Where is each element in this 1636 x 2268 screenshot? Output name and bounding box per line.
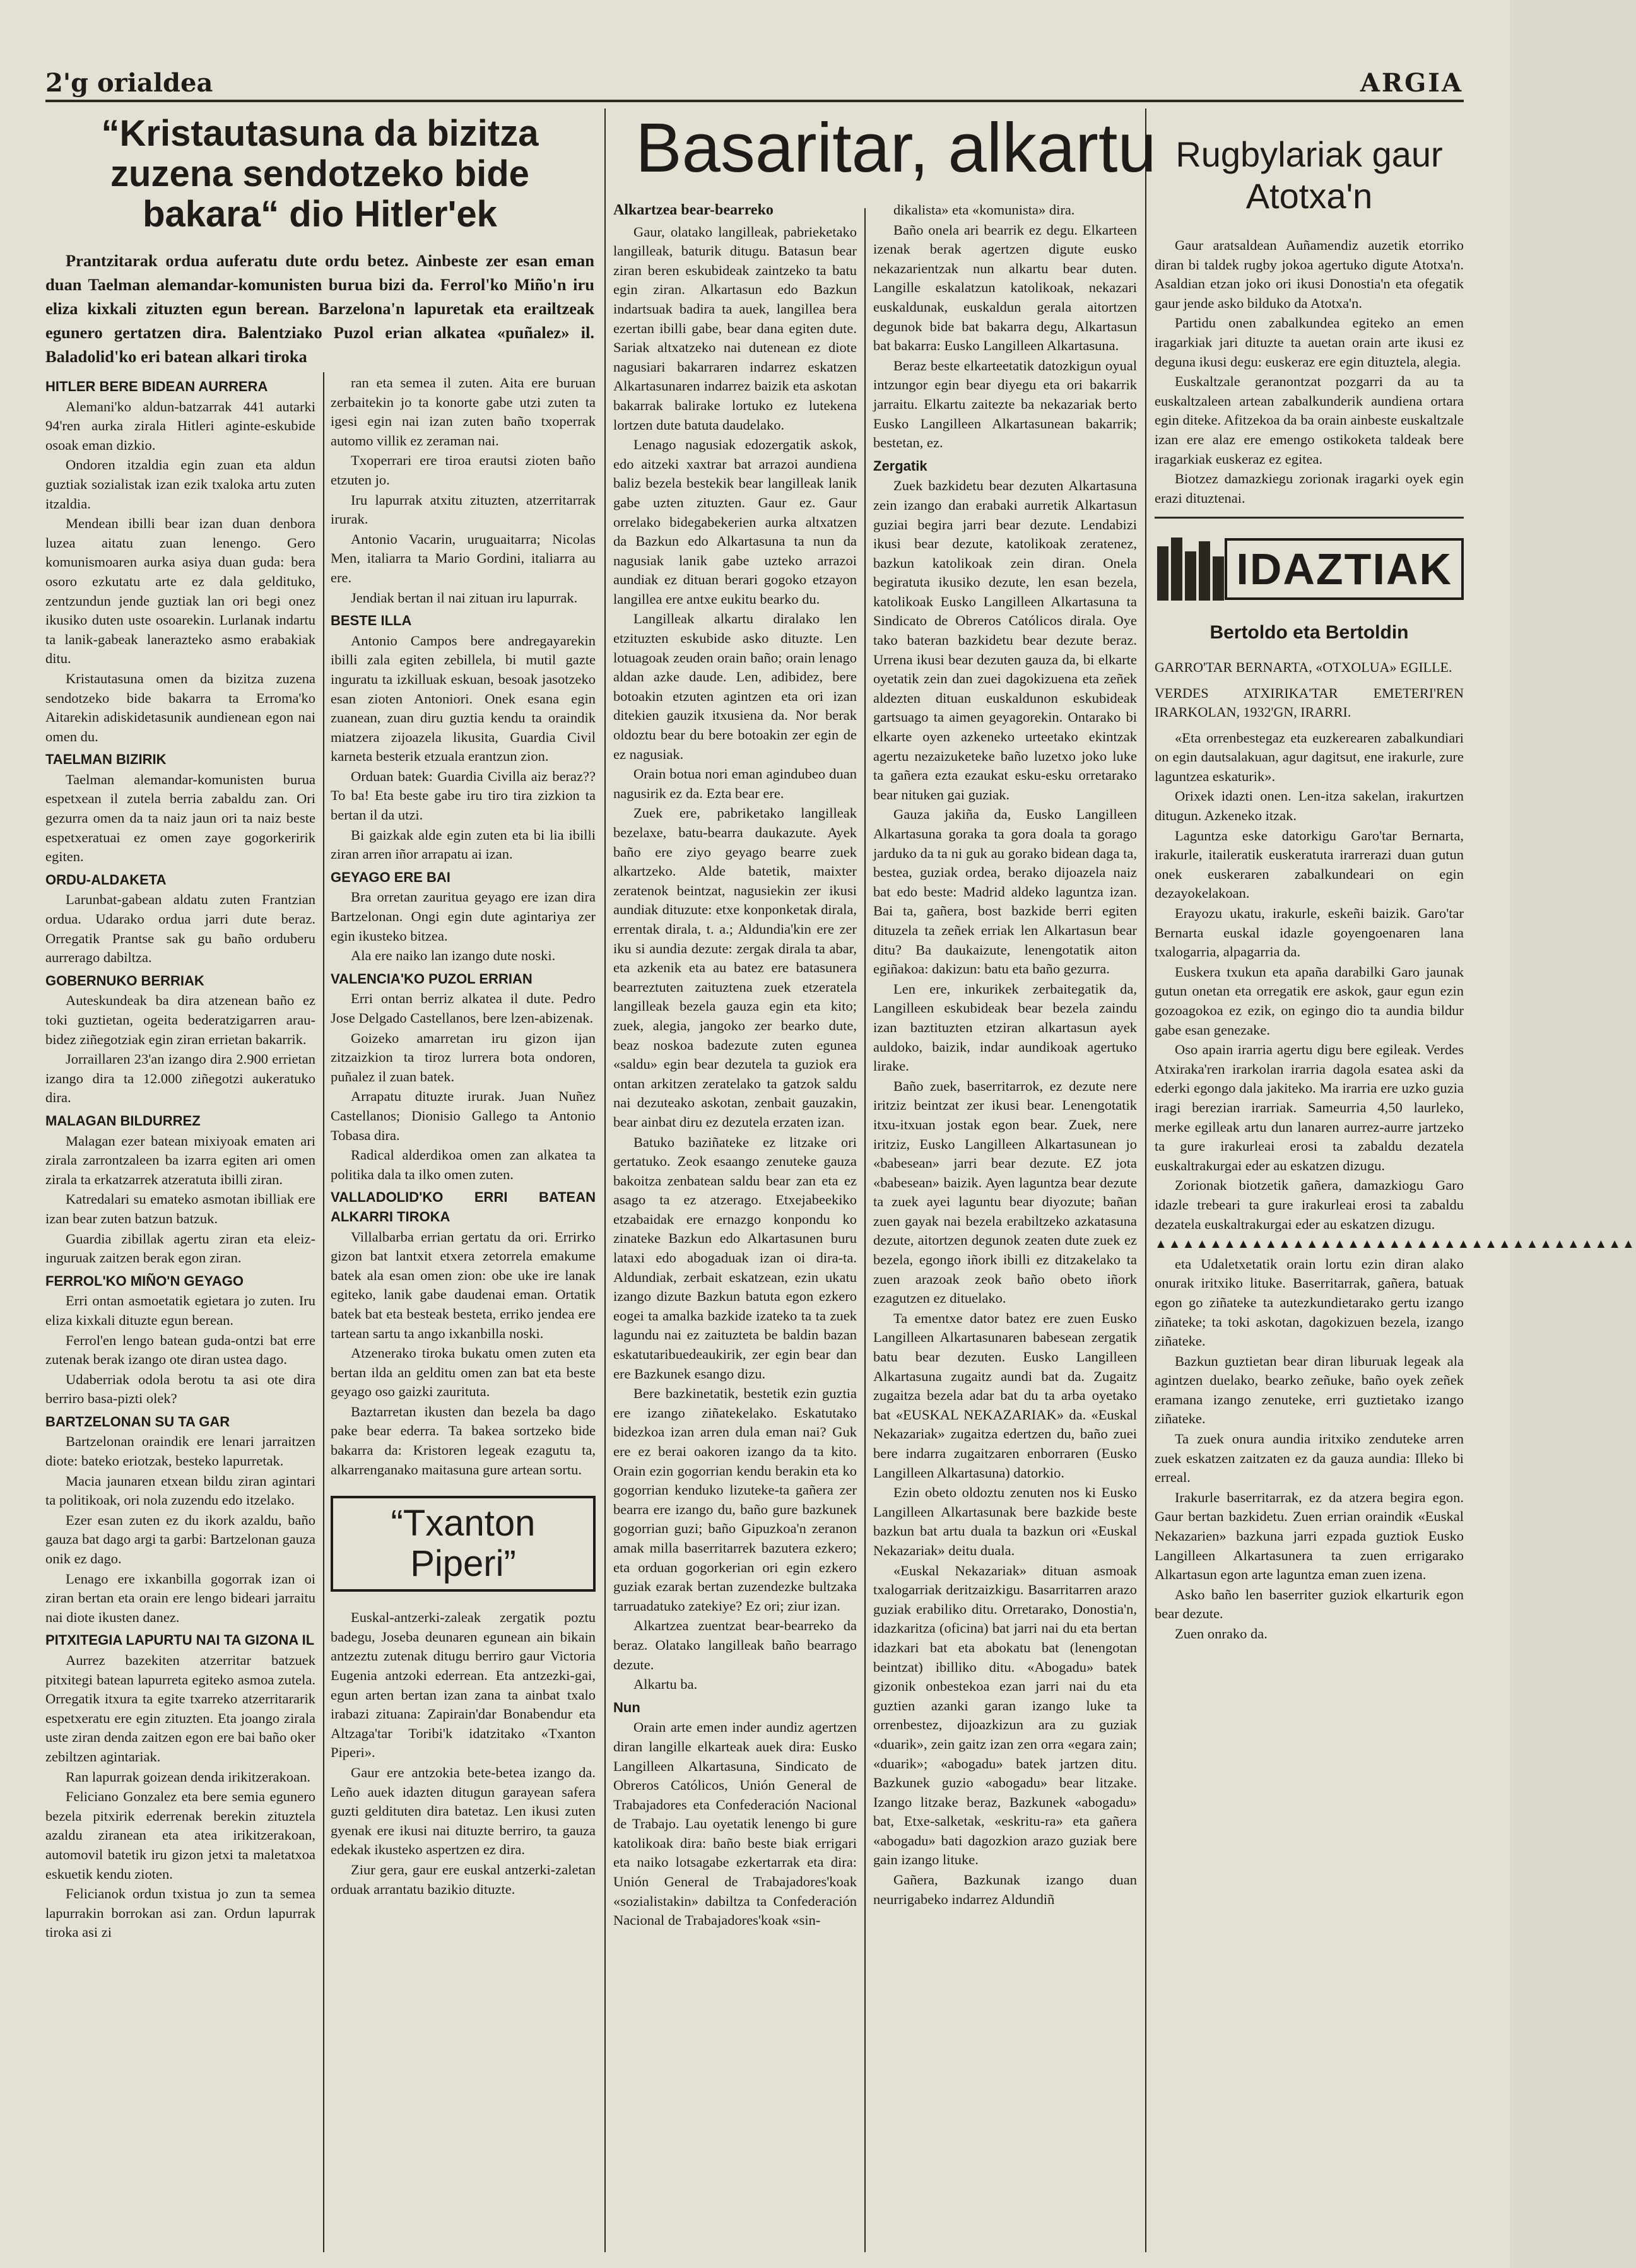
book-author: GARRO'TAR BERNARTA, «OTXOLUA» EGILLE. — [1155, 659, 1452, 675]
article-paragraph: Guardia zibillak agertu ziran eta eleiz-inguruak zaitzen berak egon ziran. — [45, 1230, 315, 1266]
article-paragraph: Oso apain irarria agertu digu bere egileak. Verdes Atxiraka'ren irarkolan irarria dagola esatea aski da ederki egongo dala jakiteko. Ma irarria ere uzko guzia iragi berezian irarriak. Sameurria 4,50 laurleko, merke egilleak artu dun lanaren aurrez-aurre jartzeko ta gure irakurleai erosi ta zabaldu dezatela euskaltrakurgai eder au eskatzen dizugu. — [1155, 1042, 1464, 1173]
rugby-body — [1155, 236, 1464, 508]
article-paragraph: Baño onela ari bearrik ez degu. Elkarteen izenak berak agertzen digute eusko nekazarientzak nun alkartu bear duten. Langille eskalatzun katolikoak, nekazari euskaldunak, euskaldun gerala aitortzen degunok bide bat bakarra degu, Alkartasun bat bakarra: Eusko Langilleen Alkartasuna. — [873, 221, 1137, 354]
article-paragraph: Euskal-antzerki-zaleak zergatik poztu badegu, Joseba deunaren egunean ain bikain antzeztu zutenak ditugu berriro gaur Victoria Eugenia antzoki ederrean. Eta antzezki-gai, egun arten bertan izan zana ta ainbat txalo irabazi zituana: Zapirain'dar Bonabendur eta Altzaga'tar Toribi'k idatzitako «Txanton Piperi». — [331, 1609, 596, 1761]
article-paragraph: Gañera, Bazkunak izango duan neurrigabeko indarrez Aldundiñ — [873, 1872, 1137, 1907]
article-paragraph: Iru lapurrak atxitu zituzten, atzerritarrak irurak. — [331, 491, 596, 527]
book-title: Bertoldo eta Bertoldin — [1209, 622, 1409, 643]
article-paragraph: Kristautasuna omen da bizitza zuzena sendotzeko bide bakarra ta Erroma'ko Aitarekin adiskidetasunik aundienean egon nai omen du. — [45, 670, 315, 744]
article-paragraph: Lenago ere ixkanbilla gogorrak izan oi ziran bertan eta orain ere lengo bideari jarraitu nai diote ikusten danez. — [45, 1570, 315, 1625]
article-paragraph: Partidu onen zabalkundea egiteko an emen iragarkiak jari dituzte ta auetan orain arte ikusi ez deguna ikusi degu: euskeraz ere egin dituztela, alegia. — [1155, 315, 1464, 370]
article-paragraph: Ran lapurrak goizean denda irikitzerakoan. — [66, 1768, 310, 1785]
article-paragraph: dikalista» eta «komunista» dira. — [893, 202, 1075, 218]
article-paragraph: Bra orretan zauritua geyago ere izan dira Bartzelonan. Ongi egin dute agintariya zer egin ikusteko bitzea. — [331, 889, 596, 944]
books-icon — [1155, 538, 1225, 601]
article-paragraph: Erri ontan berriz alkatea il dute. Pedro Jose Delgado Castellanos, bere lzen-abizenak. — [331, 990, 596, 1026]
section-subheading: BARTZELONAN SU TA GAR — [45, 1413, 230, 1430]
article-paragraph: Ziur gera, gaur ere euskal antzerki-zaletan orduak arrantatu bazikio dituzte. — [331, 1861, 596, 1897]
lead-column-1 — [45, 373, 315, 2247]
section-subheading: FERROL'KO MIÑO'N GEYAGO — [45, 1272, 244, 1289]
page-number: 2'g orialdea — [45, 68, 213, 98]
article-paragraph: Asko baño len baserriter guziok elkarturik egon bear dezute. — [1155, 1586, 1464, 1622]
article-paragraph: Radical alderdikoa omen zan alkatea ta politika dala ta ilko omen zuten. — [331, 1147, 596, 1182]
article-paragraph: Ezer esan zuten ez du ikork azaldu, baño gauza bat dago argi ta garbi: Bartzelonan gauza onik ez dago. — [45, 1512, 315, 1567]
article-paragraph: eta Udaletxetatik orain lortu ezin diran alako onurak iritxiko lituke. Baserritarrak, gañera, batuak egon go ziñateke ta autezkundietarako gertu izango ziñateke; ta toki askotan, dagokizuen bezela, izango ziñateke. — [1155, 1255, 1464, 1349]
article-paragraph: Orixek idazti onen. Len-itza sakelan, irakurtzen ditugun. Azkeneko itzak. — [1155, 788, 1464, 824]
article-paragraph: Malagan ezer batean mixiyoak ematen ari zirala zarrontzaleen ba izarra egiten ari omen zirala ta erkatzarrek atzeratuta ibilli ziran. — [45, 1132, 315, 1187]
section-subheading: MALAGAN BILDURREZ — [45, 1112, 201, 1129]
idaztiak-title: IDAZTIAK — [1225, 538, 1464, 600]
article-paragraph: Erri ontan asmoetatik egietara jo zuten. Iru eliza kixkali dituzte egun berean. — [45, 1293, 315, 1328]
article-paragraph: Gaur ere antzokia bete-betea izango da. Leño auek idazten ditugun garayean safera guzti geldituten dira batetaz. Len ikusi zuten gyenak ere ikusi nai dituzte berriro, ta gauza edekak ikusteko aspertzen ez dira. — [331, 1765, 596, 1858]
lead-article-header — [45, 114, 594, 377]
section-subheading: Zergatik — [873, 457, 927, 474]
txanton-headline: “Txanton Piperi” — [331, 1496, 596, 1592]
section-subheading: HITLER BERE BIDEAN AURRERA — [45, 379, 268, 394]
lead-column-2 — [331, 373, 596, 2247]
article-paragraph: Goizeko amarretan iru gizon ijan zitzaizkion ta tiroz lurrera bota ondoren, puñalez il zuan batek. — [331, 1030, 596, 1084]
section-subheading: ORDU-ALDAKETA — [45, 871, 167, 888]
article-paragraph: Atzenerako tiroka bukatu omen zuten eta bertan ilda an gelditu omen zan bat eta beste geyago oso gaizki zaurituta. — [331, 1345, 596, 1400]
section-subheading: GOBERNUKO BERRIAK — [45, 972, 204, 989]
section-subheading: BESTE ILLA — [331, 613, 412, 629]
article-paragraph: Baño zuek, baserritarrok, ez dezute nere iritziz beintzat zer ikusi bear. Lenengotatik itxu-itxuan jostak egon bear. Zuek, nere iritziz, Eusko Langilleen Alkartasunean jo «babesean» jarri bear dezute. EZ jota «babesean» baizik. Ayen laguntza bear dezute ta zuek ayei laguntu bear diyozute; bañan zuen gayak nai bezela erabiltzeko azkatasuna dezute, aitortzen degunok zeaten dute zuek ez bezela, egongo iñork ibilli ez ditzakelako ta zuen arazoak zeok baño obeto iñork ezagutzen ez dituelako. — [873, 1078, 1137, 1307]
article-paragraph: Irakurle baserritarrak, ez da atzera begira egon. Gaur bertan bazkidetu. Zuen errian oraindik «Euskal Nekazarien» bazkuna jarri ezpada guztiok Eusko Langilleen Alkartasunera ta zuen errigarako Alkartasun egon arte laguntza eman zuen izena. — [1155, 1489, 1464, 1583]
article-paragraph: Villalbarba errian gertatu da ori. Errirko gizon bat lantxit etxera zetorrela emakume batek ala esan omen zion: obe uke ire lanak egiteko, lanik gabe daudenai eman. Ortatik batek bat eta besteak besteta, erriko jendea ere tartean sartu ta ango ixkanbilla noski. — [331, 1228, 596, 1341]
article-paragraph: Aurrez bazekiten atzerritar batzuek pitxitegi batean lapurreta egiteko asmoa zutela. Orregatik itxura ta egite txarreko atzerritararik espetxeratu ere egin zituzten. Eta joango zirala uste ziran denda zaitzen egon ere bai baño oker zebiltzen agintariak. — [45, 1652, 315, 1765]
section-separator — [1155, 517, 1464, 519]
article-paragraph: Batuko baziñateke ez litzake ori gertatuko. Zeok esaango zenuteke gauza bakoitza zenbatean saldu bear zan eta ez asago ta ez atzerago. Etxejabeekiko etzabaidak ere ernazgo konpondu ko zinateke Bazkun edo Alkartasunen buru lataxi edo abogaduak izan oi dira-ta. Aldundiak, zerbait eskatzean, ezin ukatu izango dizute Bazkun batuta egon ezkero eogei ta amalka bazkide izateko ta ta zuek lagundu nai ez zaituzteta be baldin bazan eskatutaribuedeaukirik, zer egin bear dan ere Bazkunek esango dizu. — [613, 1134, 857, 1382]
book-printer: VERDES ATXIRIKA'TAR EMETERI'REN IRARKOLAN, 1932'GN, IRARRI. — [1155, 685, 1464, 720]
article-paragraph: Laguntza eske datorkigu Garo'tar Bernarta, irakurle, itaileratik euskeratuta irarrerazi duan gutun onek euskeraren zabalkundeari on egin dezayokelakoan. — [1155, 827, 1464, 902]
basaritar-column-2 — [873, 201, 1137, 2247]
article-paragraph: Alkartu ba. — [633, 1676, 698, 1693]
article-paragraph: Lenago nagusiak edozergatik askok, edo aitzeki xaxtrar bat arrazoi aundiena baliz bezela bestekik bear langilleak lanik gabe uzten zituzten. Gaur ez. Gaur orrelako bidegabekerien aurka altxatzen da Bazkun edo Alkartasuna ta nun da nagusiak lanik gabe uzteko arrazoi aundiak ez dituan berari gogoko etzayon langillea ere antxe eukitu bearko du. — [613, 437, 857, 607]
column-rule-1 — [323, 372, 324, 2252]
article-paragraph: Alkartzea zuentzat bear-bearreko da beraz. Olatako langilleak baño bearrago dezute. — [613, 1618, 857, 1672]
idaztiak-banner — [1155, 531, 1464, 607]
article-paragraph: Zuek ere, pabriketako langilleak bezelaxe, batu-bearra daukazute. Ayek baño ere ziyo geyago bearre zuek alkartzeko. Alde batetik, maixter zeratenok beintzat, nagusiekin zer ikusi aundiak dituzute: etxe konponketak dirala, errentak dirala, t. a.; Aldundia'kin ere zer iku si aundia dezute: zergak dirala ta abar, eta azkenik eta au batez ere batasunera bearreztuten zaituztena zuek etzeratela langilleak bezela gauza egin eta kito; zuek, alegia, jangoko zer bearko dute, beaz noskoa badezute zuten egunea «saldu» egin bear dezutela ta guziok era ontan arkitzen zeratelako ta gatzok saldu nai dezuteako askotan, zenbait gauzakin, bear ainbat diru ez dezutela erzaten izan. — [613, 805, 857, 1130]
article-paragraph: Ala ere naiko lan izango dute noski. — [351, 948, 556, 964]
header-rule — [45, 100, 1464, 102]
right-column — [1155, 109, 1636, 2247]
article-paragraph: ran eta semea il zuten. Aita ere buruan zerbaitekin jo ta konorte gabe utzi zuten ta igesi egin nai izan zuten baño txoperrak automo villik ez zeraman nai. — [331, 375, 596, 449]
article-paragraph: Langilleak alkartu diralako len etzituzten eskubide asko dituzte. Len lotuagoak zeuden orain baño; orain lenago aldan azke daude. Len, adibidez, bere botoakin etzuten agintzen eta ori izan ditekien gauzik itxusiena da. Nor berak oldoztu bear du bere botoakin zer egin de ez nagusiak. — [613, 611, 857, 762]
lead-headline: “Kristautasuna da bizitza zuzena sendotzeko bide bakara“ dio Hitler'ek — [101, 113, 539, 235]
article-paragraph: Ezin obeto oldoztu zenuten nos ki Eusko Langilleen Alkartasunak bere bazkide beste bazkun bat artu duala ta bazkun ori «Euskal Nekazariak» deitu duala. — [873, 1484, 1137, 1558]
article-paragraph: Katredalari su emateko asmotan ibilliak ere izan bear zuten batzun batzuk. — [45, 1191, 315, 1226]
article-paragraph: Feliciano Gonzalez eta bere semia egunero bezela pitxirik ederrenak berekin zituztela azaldu ziranean eta atea irikitzerakoan, automovil batetik iru gizon jetxi ta maletatxoa eskuetik kendu zioten. — [45, 1789, 315, 1882]
section-subheading: PITXITEGIA LAPURTU NAI TA GIZONA IL — [45, 1632, 315, 1648]
section-subheading: Nun — [613, 1699, 640, 1715]
masthead-name: ARGIA — [1360, 68, 1463, 98]
article-paragraph: Gauza jakiña da, Eusko Langilleen Alkartasuna goraka ta gora doala ta gorago jarduko da ta ni guk au gorako bidean daga ta, bestea, guziak ordea, berako dijoazela naiz bat edo beste: Madrid aldeko laguntza izan. Bai ta, gañera, bost bazkide berri egiten dituzela ta zeñek erriak len Alkartasun bear ditu? Ba daukaizute, lenengotatik aiton egiñakoa: dakizun: batu eta baño gezurra. — [873, 806, 1137, 977]
article-paragraph: Len ere, inkurikek zerbaitegatik da, Langilleen eskubideak bear bezela zaindu izan baztituzten etziran alkartasun ayek auldoko, baizik, indar aundikoak agertuko lirake. — [873, 980, 1137, 1074]
article-paragraph: Alemani'ko aldun-batzarrak 441 autarki 94'ren aurka zirala Hitleri aginte-eskubide osoak eman dizkio. — [45, 398, 315, 453]
article-paragraph: Taelman alemandar-komunisten burua espetxean il zutela berria zabaldu zan. Ori gezurra omen da ta naiz jaun ori ta naiz beste espetxeratuai ez omen zaye gogorkeririk egiten. — [45, 771, 315, 865]
article-paragraph: Txoperrari ere tiroa erautsi zioten baño etzuten jo. — [331, 452, 596, 488]
article-paragraph: Beraz beste elkarteetatik datozkigun oyual intzungor egin bear diyegu eta ori bakarrik jarraitu. Elkartu zaitezte ba nekazariak berto Eusko Langilleen Alkartasunean bakarrik; bestetan, ez. — [873, 357, 1137, 451]
section-subheading: VALLADOLID'KO ERRI BATEAN ALKARRI TIROKA — [331, 1189, 596, 1225]
article-paragraph: Antonio Vacarin, uruguaitarra; Nicolas Men, italiarra ta Mario Gordini, italiarra au ere. — [331, 531, 596, 585]
article-paragraph: Orain arte emen inder aundiz agertzen diran langille elkarteak auek dira: Eusko Langilleen Alkartasuna, Sindicato de Obreros Católicos, Unión General de Trabajadores eta Confederación Nacional de Trabajo. Lau oyetatik lenengo bi gure katolikoak dira: baño beste biak errigari eta naiko lotsagabe ezkertarrak eta dira: Unión General de Trabajadores'koak «sozialistakin» dabiltza ta Confederación Nacional de Trabajadores'koak «sin- — [613, 1719, 857, 1929]
article-paragraph: Gaur, olatako langilleak, pabrieketako langilleak, baturik ditugu. Batasun bear ziran beren eskubideak zaintzeko ta batu egin ziran. Alkartasun edo Bazkun indartsuak badira ta auek, langillea bera ezertan ibilli gabe, bear dana egiten dute. Sariak altxatzeko nai dutenean ez diote nagusiari bakarraren indarrez eskatzen Alkartasunaren indarrez baizik eta askotan bakarrak balirake lortuko ez lutekena lortzen dute batuta daudelako. — [613, 223, 857, 433]
article-paragraph: Antonio Campos bere andregayarekin ibilli zala egiten zebillela, bi mutil gazte inguratu ta izkilluak eskuan, besoak jasotzeko esan zioten Antoniori. Onek esana egin zuanean, zuan diru guztia kendu ta oraindik miatzera zijoazela likusita, Guardia Civil karneta besterik etzuala erantzun zion. — [331, 632, 596, 765]
column-rule-3 — [864, 208, 866, 2252]
article-paragraph: Macia jaunaren etxean bildu ziran agintari ta politikoak, ori nola zuzendu edo itzelako. — [45, 1472, 315, 1508]
article-paragraph: Zorionak biotzetik gañera, damazkiogu Garo idazle trebeari ta gure irakurleai erosi ta zabaldu dezatela euskaltrakurgai eder au eskatzen dizugu. — [1155, 1177, 1464, 1232]
article-paragraph: Bazkun guztietan bear diran liburuak legeak ala agintzen duelako, bearko zeñuke, baño oyek zeñek eramana izango zenuteke, erri guztietako izango ziñateke. — [1155, 1353, 1464, 1427]
article-paragraph: Baztarretan ikusten dan bezela ba dago pake bear ederra. Ta bakea sortzeko bide bakarra da: Kristoren legeak ezagutu ta, alkarrenganako maitasuna gure artean sortu. — [331, 1403, 596, 1478]
idaztiak-body — [1155, 729, 1464, 1234]
article-paragraph: Orain botua nori eman agindubeo duan nagusirik ez da. Ezta bear ere. — [613, 766, 857, 801]
basaritar-continuation — [1155, 1255, 1464, 1644]
basaritar-subheading: Alkartzea bear-bearreko — [613, 202, 774, 218]
article-paragraph: Ta ementxe dator batez ere zuen Eusko Langilleen Alkartasunaren babesean zergatik batu bear dezuten. Eusko Langilleen Alkartasuna zugaitz aundi bat da. Zugaitz zugaitza bezela adar bat du ta arba oyetako bat «EUSKAL NEKAZARIAK» da. «Euskal Nekazariak» zugaitza edertzen du, baño zuei bere indarra zugaitzaren enborraren (Eusko Langilleen Alkartasuna) datorkio. — [873, 1310, 1137, 1481]
article-paragraph: Larunbat-gabean aldatu zuten Frantzian ordua. Udarako ordua jarri dute beraz. Orregatik Prantse sak gu baño orduberu aurrerago dabiltza. — [45, 891, 315, 966]
article-paragraph: Udaberriak odola berotu ta asi ote dira berriro basa-pizti olek? — [45, 1371, 315, 1407]
article-paragraph: «Eta orrenbestegaz eta euzkerearen zabalkundiari on egin dautsalakuan, agur dagitsut, ene irakurle, zure laguntzea eskaturik». — [1155, 729, 1464, 784]
article-paragraph: Jendiak bertan il nai zituan iru lapurrak. — [351, 589, 578, 606]
basaritar-column-1 — [613, 201, 857, 2247]
section-subheading: VALENCIA'KO PUZOL ERRIAN — [331, 970, 533, 987]
column-rule-4 — [1145, 109, 1146, 2252]
section-subheading: GEYAGO ERE BAI — [331, 869, 450, 885]
article-paragraph: Zuen onrako da. — [1175, 1626, 1268, 1642]
article-paragraph: Arrapatu dituzte irurak. Juan Nuñez Castellanos; Dionisio Gallego ta Antonio Tobasa dira. — [331, 1088, 596, 1143]
article-paragraph: Orduan batek: Guardia Civilla aiz beraz?? To ba! Eta beste gabe iru tiro tira zizkion ta bertan il da utzi. — [331, 768, 596, 823]
ornament-divider: ▲▲▲▲▲▲▲▲▲▲▲▲▲▲▲▲▲▲▲▲▲▲▲▲▲▲▲▲▲▲▲▲▲▲▲ — [1155, 1237, 1636, 1252]
article-paragraph: «Euskal Nekazariak» dituan asmoak txalogarriak deritzaizkigu. Basarritarren arazo guziak erabiliko ditu. Orretarako, Donostia'n, idazkaritza (oficina) bat jarri nai du eta bertan idazkari bat eta abokatu bat (lenengotan beintzat) ibilliko ditu. «Abogadu» batek gizonik onbestekoa ezan jarri nai du eta guztien azanki garan izango luke ta orrenbestez, dijoazkizun ara zu guziak «duarik», zein gaitz izan zen orra «egara zain; «duarik»; «abogadu» batek jartzen ditu. Bazkunek guzio «abogadu» bear litzake. Izango litzake beraz, Bazkunek «abogadu» bat, Etxe-salketak, «eskritu-ra» eta gañera «abogadu» bati dagozkion arazo guziak bere gain izango lituke. — [873, 1562, 1137, 1868]
article-paragraph: Bartzelonan oraindik ere lenari jarraitzen diote: bateko eriotzak, besteko lapurretak. — [45, 1433, 315, 1469]
article-paragraph: Auteskundeak ba dira atzenean baño ez toki guztietan, ogeita bederatzigarren arau-bidez ziñegotziak egin ziran errietan bakarrik. — [45, 992, 315, 1047]
column-rule-2 — [604, 109, 606, 2252]
article-paragraph: Ondoren itzaldia egin zuan eta aldun guztiak sozialistak izan ezik txaloka artu zuten itzaldia. — [45, 457, 315, 512]
article-paragraph: Jorraillaren 23'an izango dira 2.900 errietan izango dira ta 12.000 ziñegotzi aukeratuko dira. — [45, 1051, 315, 1106]
article-paragraph: Bi gaizkak alde egin zuten eta bi lia ibilli ziran arren iñor arrapatu ai izan. — [331, 826, 596, 862]
article-paragraph: Ta zuek onura aundia iritxiko zenduteke arren zuek eskatzen zaitzaten ez da gauza aundia: Illeko bi erreal. — [1155, 1431, 1464, 1486]
article-paragraph: Bere bazkinetatik, bestetik ezin guztia ere izango ziñatekelako. Eskatutako bidezkoa izan arren dula eman nai? Guk ere ez berai oakoren izango da ta kito. Orain ezin gogorrian kendu berakin eta ko gogorrian kenduko lizuteke-ta gañera zer bearra ere izango du, baño gure bazkunek gogorrian guzi; baño Gipuzkoa'n zeranon amak milla baserritarrek bazutera ezkero; eta orduan gogorkerian ori egin ezkero guziak ezarak bertan zuzendezke bultzaka tarruadatuko zatekiye? Ez ori; ziur izan. — [613, 1385, 857, 1614]
article-paragraph: Zuek bazkidetu bear dezuten Alkartasuna zein izango dan erabaki aurretik Alkartasun guziai begira jarri bear dezute. Lendabizi ikusi bear dezute, katolikoak zeratenez, bazkun katolikoak zein diran. Onela begiratuta ikusiko dezute, len esan bezela, katolikoak Eusko Langilleen Alkartasuna ta Sindicato de Obreros Católicos dirala. Oye tako bateran bazkidetu bear dezute beraz. Urrena ikusi bear dezuten gauza da, bi elkarte oyetatik zein dan zuei dagokizuena eta zeñek aldezten dituan euskaldunon eskubideak gartsuago ta aimen geyagorekin. Ontarako bi elkarte oyen azkeneko urteetako ekintzak agertu nezaizuketeke baño luzetxo joko luke ta gañera ezta ezaukat esku-esku orretarako bear nituken gai guziak. — [873, 478, 1137, 802]
article-paragraph: Mendean ibilli bear izan duan denbora luzea aitatu zuan lenengo. Gero komunismoaren aurka asiya duan guda: bera osoro ezkutatu arte ez dala geldituko, zentzundun jende guztiak lan ori begi onez ikusiko duten uste osoarekin. Lurlanak indartu ta lanik-gabeak lanerazteko asmo erabakiak ditu. — [45, 515, 315, 667]
article-paragraph: Gaur aratsaldean Auñamendiz auzetik etorriko diran bi taldek rugby jokoa agertuko digute Atotxa'n. Asaldian etzan joko ori ikusi Donostia'n eta ofegatik gaur jende asko bilduko da Atotxa'n. — [1155, 237, 1464, 311]
article-paragraph: Ferrol'en lengo batean guda-ontzi bat erre zutenak berak izango ote diran ustea dago. — [45, 1332, 315, 1368]
rugby-headline: Rugbylariak gaur Atotxa'n — [1175, 134, 1443, 216]
article-paragraph: Biotzez damazkiegu zorionak iragarki oyek egin erazi dituztenai. — [1155, 471, 1464, 506]
article-paragraph: Erayozu ukatu, irakurle, eskeñi baizik. Garo'tar Bernarta euskal idazle goyengoenaren lana txalogarria, alpagarria da. — [1155, 905, 1464, 960]
article-paragraph: Euskera txukun eta apaña darabilki Garo jaunak gutun onetan eta orregatik ere askok, gaur egun ezin gozoagokoa ez ezik, on egingo dio ta aundia bildur gabe esan genezake. — [1155, 963, 1464, 1038]
article-paragraph: Felicianok ordun txistua jo zun ta semea lapurrakin borrokan asi zan. Ordun lapurrak tiroka asi zi — [45, 1886, 315, 1941]
section-subheading: TAELMAN BIZIRIK — [45, 751, 167, 768]
lead-intro: Prantzitarak ordua auferatu dute ordu betez. Ainbeste zer esan eman duan Taelman alemandar-komunisten burua bizi da. Ferrol'ko Miño'n iru eliza kixkali zituzten egun berean. Barzelona'n lapuretak eta erailtzeak egunero gertatzen dira. Balentziako Puzol erian alkatea «puñalez» il. Baladolid'ko eri batean alkari tiroka — [45, 251, 594, 366]
article-paragraph: Euskaltzale geranontzat pozgarri da au ta euskaltzaleen artean zabalkunderik aundiena ortara egin diteke. Afitzekoa da ba orain ainbeste euskaltzale izan ere alaz ere emengo ostikoketa taldeak bere iragarkiak euskeraz ez egitea. — [1155, 373, 1464, 467]
basaritar-headline: Basaritar, alkartu — [635, 109, 1156, 187]
